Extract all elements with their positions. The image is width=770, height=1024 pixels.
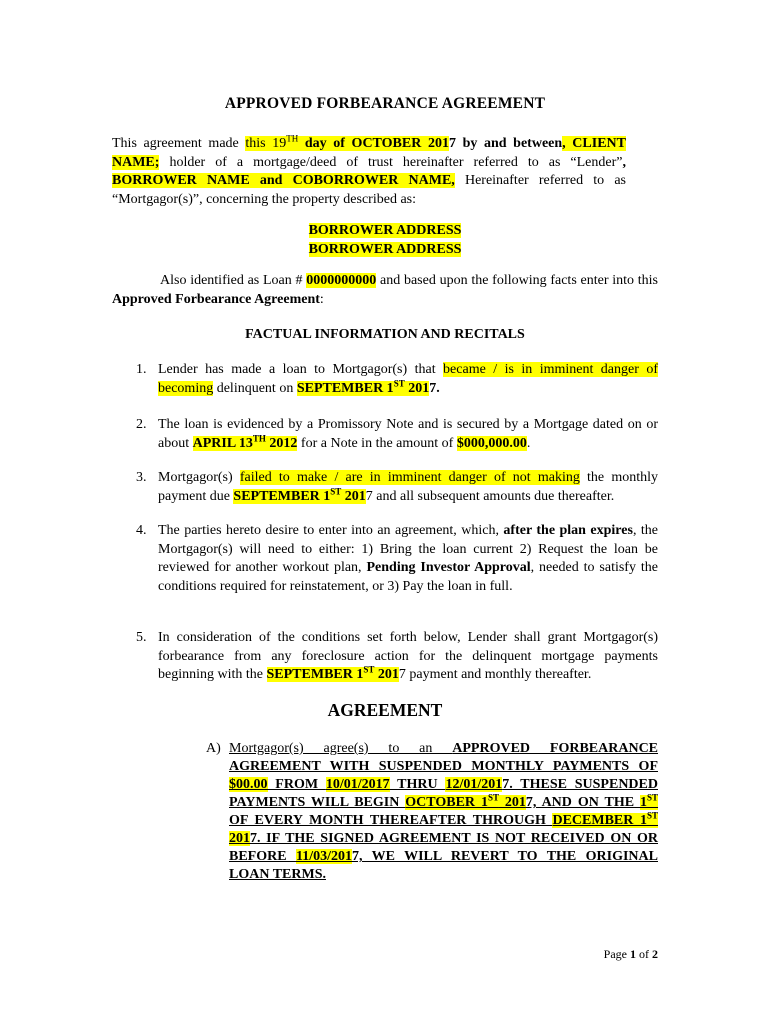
ordinal-suffix: ST <box>393 377 405 388</box>
clause-text: Mortgagor(s) agree(s) to an <box>229 741 453 756</box>
date-month: SEPTEMBER 1 <box>296 380 394 396</box>
loan-text-2: and based upon the following facts enter into this <box>376 273 658 288</box>
plan-expiry-term: after the plan expires <box>503 523 633 538</box>
clause-text: FROM <box>267 777 326 792</box>
item-number: 2. <box>136 417 147 432</box>
page-footer <box>604 947 658 962</box>
clause-text: 7. THESE SUSPENDED PAYMENTS WILL BEGIN <box>229 777 658 810</box>
clause-label: A) <box>206 741 221 756</box>
date-month: APRIL 13 <box>192 435 253 451</box>
day-number: 1 <box>640 795 647 810</box>
payment-due-date <box>233 485 366 504</box>
recital-item <box>136 629 658 685</box>
date-month: SEPTEMBER 1 <box>233 488 331 504</box>
clause-text: OF EVERY MONTH THEREAFTER THROUGH <box>229 813 553 828</box>
date-month: SEPTEMBER 1 <box>266 667 364 682</box>
delinquency-status: became / is in imminent danger of becoming <box>158 362 658 396</box>
document-title: APPROVED FORBEARANCE AGREEMENT <box>224 95 546 112</box>
date-year: 201 <box>229 831 250 846</box>
item-text: The parties hereto desire to enter into an agreement, which, <box>158 523 504 538</box>
intro-text-mortgagor: Hereinafter referred to as “Mortgagor(s)”, concerning the property described as: <box>112 173 626 207</box>
address-line-1: BORROWER ADDRESS <box>308 223 462 238</box>
property-address <box>0 222 770 259</box>
item-text: The loan is evidenced by a Promissory Note and is secured by a Mortgage dated on or about <box>158 417 658 451</box>
footer-text: of <box>636 947 652 961</box>
borrower-names: BORROWER NAME and COBORROWER NAME, <box>112 173 455 188</box>
payment-amount: $00.00 <box>229 777 268 792</box>
date-year: 201 <box>374 667 399 682</box>
agreement-name: Approved Forbearance Agreement <box>112 291 320 307</box>
investor-approval-term: Pending Investor Approval <box>366 560 531 575</box>
item-text: 7 and all subsequent amounts due thereafter. <box>365 488 615 504</box>
loan-text-3: : <box>319 291 324 307</box>
agreement-heading: AGREEMENT <box>327 700 443 720</box>
item-number: 5. <box>136 630 147 645</box>
ordinal-suffix: ST <box>646 810 658 821</box>
date-month: DECEMBER 1 <box>552 813 647 828</box>
agreement-day: this 19 <box>245 136 287 151</box>
item-text: , the Mortgagor(s) will need to either: 1) Bring the loan current 2) Request the loan be reviewed for another workout plan, <box>158 523 658 575</box>
item-number: 4. <box>136 523 147 538</box>
page-total: 2 <box>652 947 658 961</box>
note-amount: $000,000.00 <box>456 435 527 451</box>
ordinal-suffix: TH <box>252 432 266 443</box>
start-date: 10/01/2017 <box>325 777 390 792</box>
ordinal-suffix: ST <box>330 485 342 496</box>
date-year: 2012 <box>265 435 298 451</box>
item-number: 1. <box>136 362 147 377</box>
agreement-clause-a <box>206 740 658 884</box>
date-year: 201 <box>341 488 366 504</box>
clause-text: THRU <box>389 777 446 792</box>
item-text: . <box>526 435 531 451</box>
item-text: for a Note in the amount of <box>297 435 457 451</box>
ordinal-suffix: ST <box>363 664 375 675</box>
recital-item <box>136 361 658 398</box>
loan-number: 0000000000 <box>306 273 377 288</box>
address-line-2: BORROWER ADDRESS <box>308 241 462 257</box>
item-text: delinquent on <box>213 380 297 396</box>
recitals-heading: FACTUAL INFORMATION AND RECITALS <box>245 327 525 342</box>
intro-year-digit: 7 by and between <box>448 136 563 151</box>
agreement-month-year: day of OCTOBER 201 <box>298 136 449 151</box>
intro-comma: , <box>622 154 626 170</box>
forbearance-start-date <box>266 664 399 682</box>
ordinal-suffix: TH <box>286 133 299 144</box>
item-number: 3. <box>136 470 147 485</box>
client-name: , CLIENT NAME; <box>112 136 626 170</box>
date-month: OCTOBER 1 <box>405 795 488 810</box>
loan-paragraph <box>112 272 658 309</box>
clause-text: 7, WE WILL REVERT TO THE ORIGINAL LOAN TERMS. <box>229 849 658 882</box>
page-number: 1 <box>630 947 636 961</box>
ordinal-suffix: ST <box>647 792 659 803</box>
ordinal-suffix: ST <box>487 792 499 803</box>
date-year: 201 <box>498 795 526 810</box>
recital-item <box>136 469 658 506</box>
intro-paragraph <box>112 135 626 209</box>
item-text: Lender has made a loan to Mortgagor(s) that <box>158 362 444 377</box>
item-text: , needed to satisfy the conditions required for reinstatement, or 3) Pay the loan in full. <box>158 560 658 594</box>
end-date: 12/01/201 <box>445 777 503 792</box>
footer-text: Page <box>603 947 630 961</box>
payment-status: failed to make / are in imminent danger of not making <box>239 470 580 485</box>
intro-text: This agreement made <box>112 136 246 151</box>
item-text: the monthly payment due <box>158 470 658 504</box>
clause-text: APPROVED FORBEARANCE AGREEMENT WITH SUSPENDED MONTHLY PAYMENTS OF <box>229 741 659 774</box>
recital-item <box>136 522 658 596</box>
agreement-date <box>245 133 449 151</box>
recital-item <box>136 416 658 453</box>
delinquency-date <box>296 377 430 396</box>
item-text: 7 payment and monthly thereafter. <box>398 667 592 682</box>
begin-date <box>405 792 526 810</box>
clause-text: 7. IF THE SIGNED AGREEMENT IS NOT RECEIVED ON OR BEFORE <box>229 831 658 864</box>
date-year: 201 <box>404 380 430 396</box>
mortgage-date <box>192 432 298 451</box>
intro-text-lender: holder of a mortgage/deed of trust hereinafter referred to as “Lender” <box>159 154 623 170</box>
monthly-day <box>640 792 659 810</box>
item-text: In consideration of the conditions set forth below, Lender shall grant Mortgagor(s) forbearance from any foreclosure action for the delinquent mortgage payments beginning with the <box>158 630 658 682</box>
loan-text: Also identified as Loan # <box>160 273 307 288</box>
item-text: Mortgagor(s) <box>158 470 240 485</box>
item-text: 7. <box>429 380 440 396</box>
clause-text: 7, AND ON THE <box>525 795 640 810</box>
deadline-date: 11/03/201 <box>295 849 352 864</box>
